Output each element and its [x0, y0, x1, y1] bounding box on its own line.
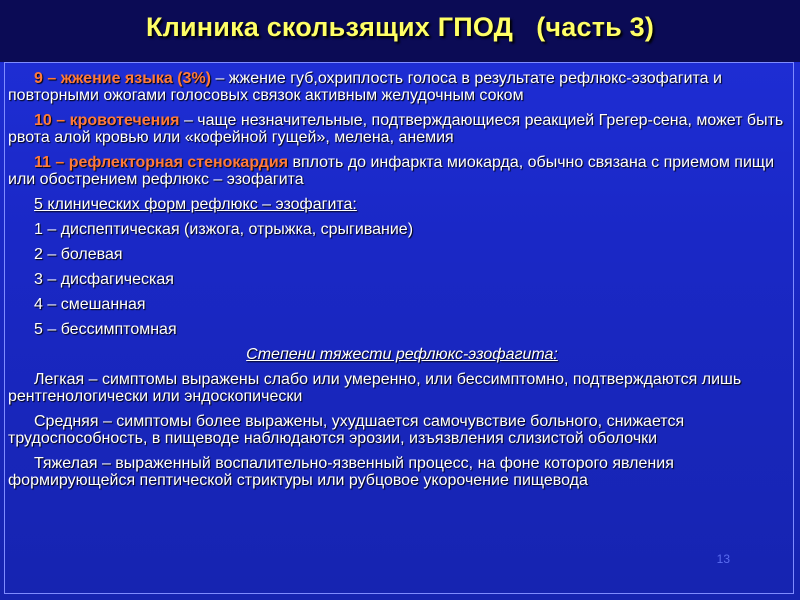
slide-content	[8, 70, 796, 497]
form-item-2: 2 – болевая	[34, 246, 123, 263]
form-item-4: 4 – смешанная	[34, 296, 146, 313]
symptom-item-11	[8, 154, 796, 188]
form-item-5: 5 – бессимптомная	[34, 321, 177, 338]
symptom-text: – чаще незначительные, подтверждающиеся реакцией Грегер-сена, может быть рвота алой кровью или «кофейной гущей», мелена, анемия	[8, 112, 784, 146]
severity-level-moderate: Средняя – симптомы более выражены, ухудшается самочувствие больного, снижается трудоспособность, в пищеводе наблюдаются эрозии, изъязвления слизистой оболочки	[8, 413, 685, 447]
severity-level-mild: Легкая – симптомы выражены слабо или умеренно, или бессимптомно, подтверждаются лишь рентгенологически или эндоскопически	[8, 371, 742, 405]
slide-title: Клиника скользящих ГПОД (часть 3)	[145, 12, 655, 42]
forms-heading: 5 клинических форм рефлюкс – эзофагита:	[34, 196, 357, 213]
symptom-item-9	[8, 70, 796, 104]
symptom-text: – жжение губ,охриплость голоса в результате рефлюкс-эзофагита и повторными ожогами голосовых связок активным желудочным соком	[8, 70, 722, 104]
severity-level-severe: Тяжелая – выраженный воспалительно-язвенный процесс, на фоне которого явления формирующейся пептической стриктуры или рубцовое укорочение пищевода	[8, 455, 674, 489]
symptom-text: вплоть до инфаркта миокарда, обычно связана с приемом пищи или обострением рефлюкс – эзофагита	[8, 154, 775, 188]
form-item-3: 3 – дисфагическая	[34, 271, 174, 288]
symptom-highlight: 10 – кровотечения	[34, 112, 180, 129]
symptom-highlight: 9 – жжение языка (3%)	[34, 70, 211, 87]
symptom-item-10	[8, 112, 796, 146]
symptom-highlight: 11 – рефлекторная стенокардия	[34, 154, 289, 171]
severity-heading: Степени тяжести рефлюкс-эзофагита:	[246, 346, 558, 363]
page-number: 13	[716, 552, 730, 566]
form-item-1: 1 – диспептическая (изжога, отрыжка, срыгивание)	[34, 221, 414, 238]
